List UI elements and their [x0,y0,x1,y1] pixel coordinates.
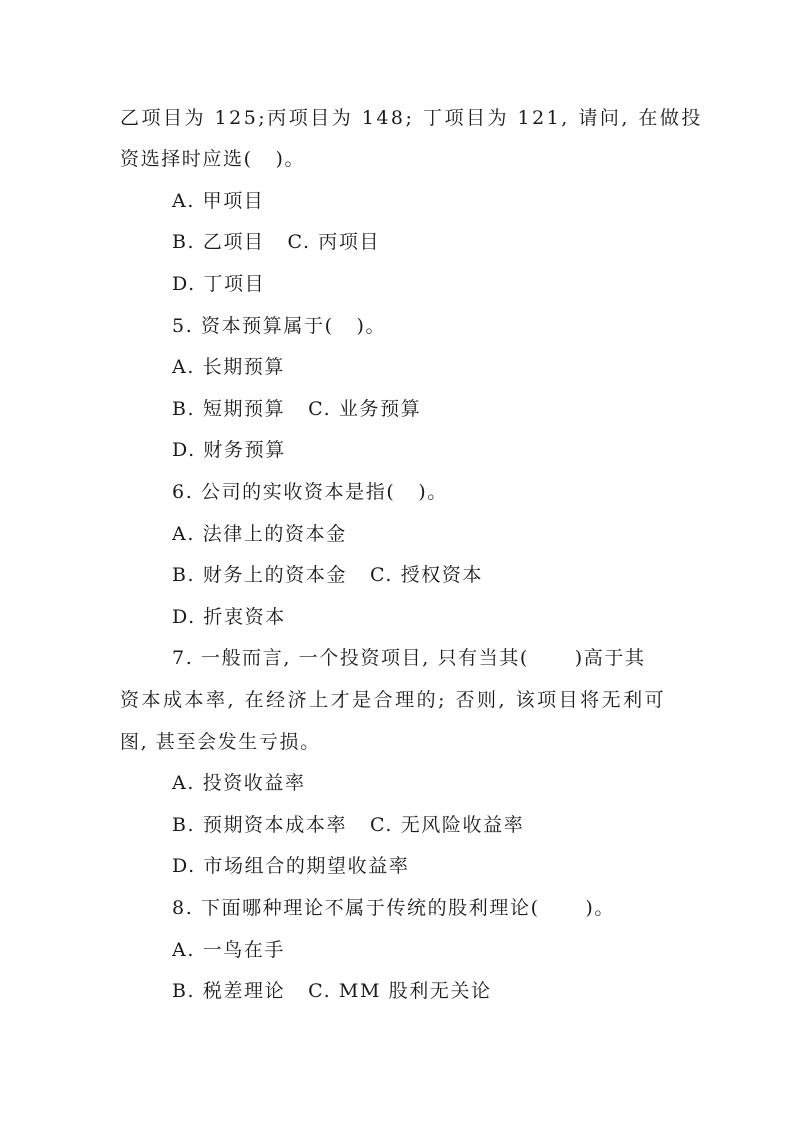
option-line: B. 预期资本成本率 C. 无风险收益率 [172,814,525,836]
option-line: D. 市场组合的期望收益率 [172,855,410,877]
option-line: A. 一鸟在手 [172,939,286,961]
text-line-question-4-end: 资选择时应选( )。 [120,148,306,170]
option-line: B. 财务上的资本金 C. 授权资本 [172,564,484,586]
question-6: 6. 公司的实收资本是指( )。 [172,481,448,503]
question-7: 7. 一般而言, 一个投资项目, 只有当其( )高于其 [172,647,646,669]
option-line: B. 乙项目 C. 丙项目 [172,231,381,253]
option-line: B. 税差理论 C. MM 股利无关论 [172,980,492,1002]
text-line-question-4-continued: 乙项目为 125;丙项目为 148; 丁项目为 121, 请问, 在做投 [120,107,703,129]
option-line: D. 财务预算 [172,439,286,461]
text-line-question-7-end: 图, 甚至会发生亏损。 [120,731,321,753]
question-8: 8. 下面哪种理论不属于传统的股利理论( )。 [172,897,616,919]
question-5: 5. 资本预算属于( )。 [172,315,387,337]
option-line: A. 法律上的资本金 [172,523,347,545]
option-line: A. 甲项目 [172,190,265,212]
option-line: A. 投资收益率 [172,772,306,794]
option-line: D. 丁项目 [172,273,266,295]
option-line: A. 长期预算 [172,356,286,378]
text-line-question-7-continued: 资本成本率, 在经济上才是合理的; 否则, 该项目将无利可 [120,689,667,711]
option-line: B. 短期预算 C. 业务预算 [172,398,422,420]
option-line: D. 折衷资本 [172,606,286,628]
